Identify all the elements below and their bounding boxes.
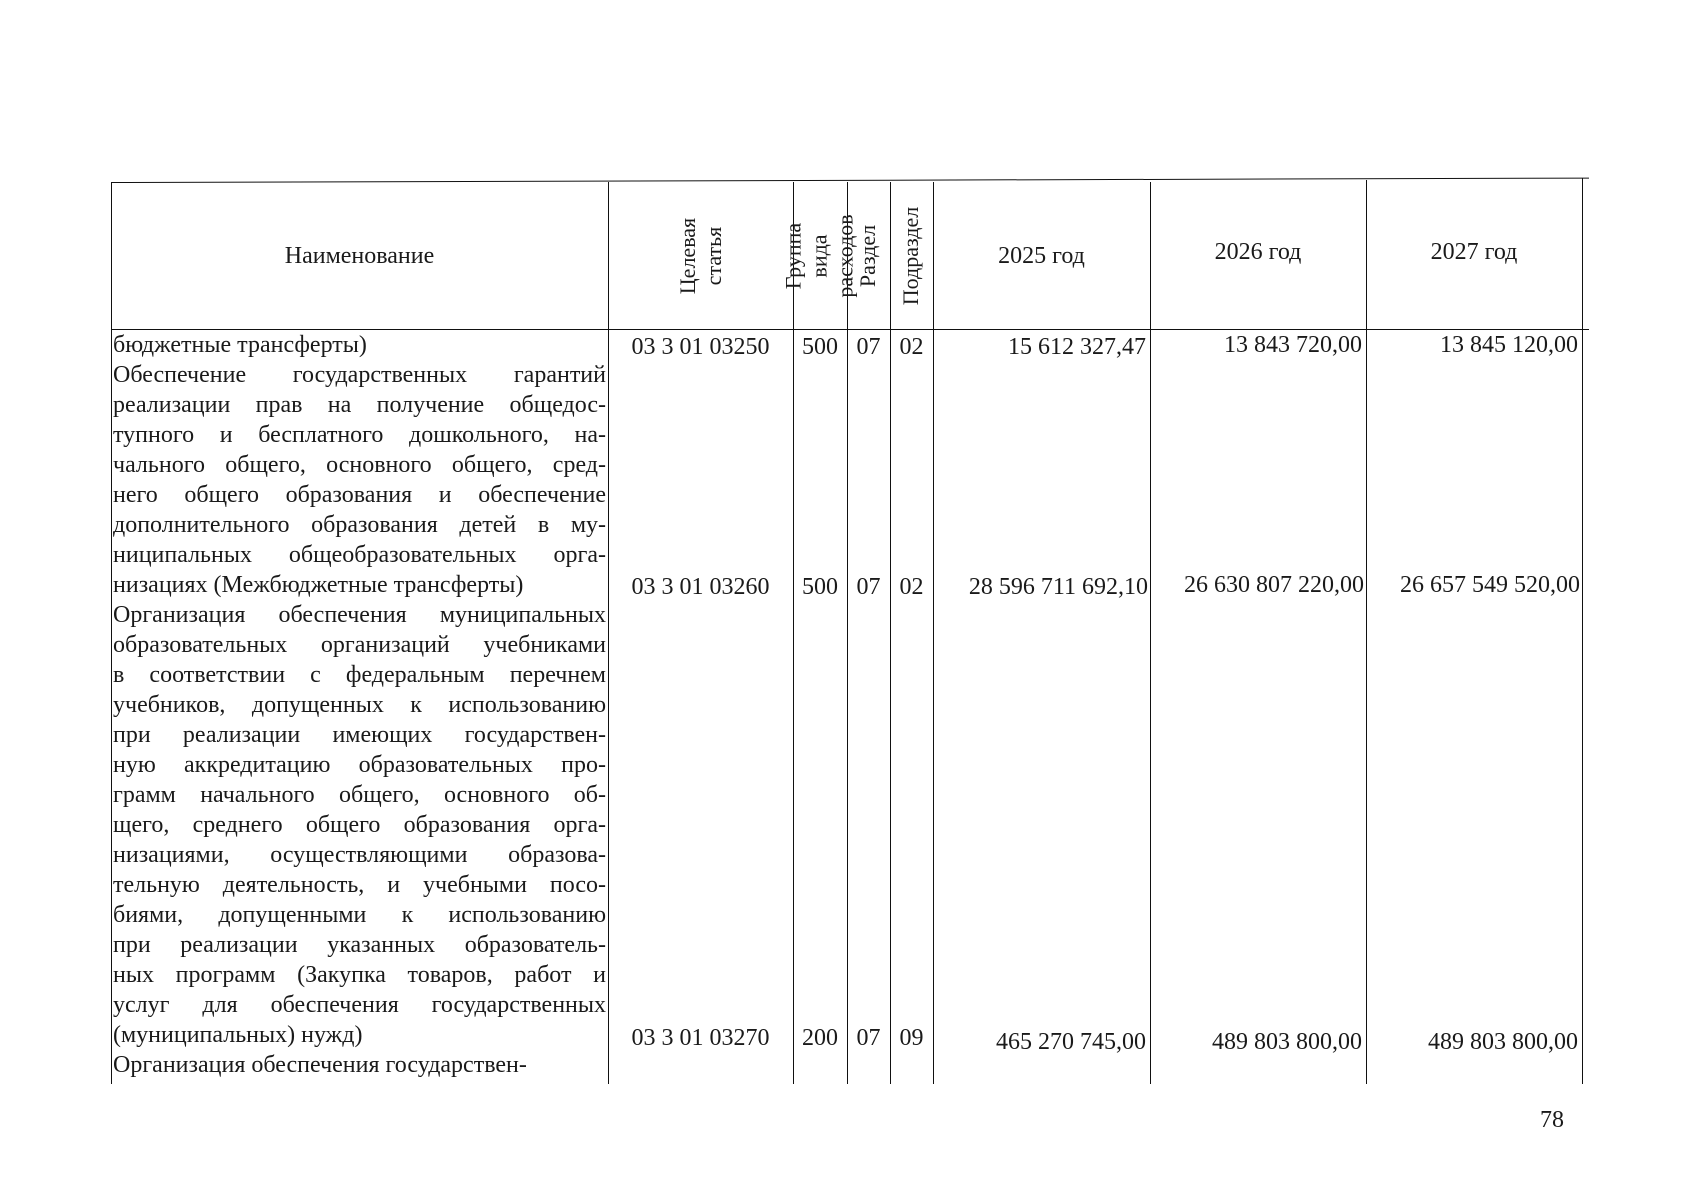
row3-group: 200 xyxy=(802,1025,838,1051)
row2-target: 03 3 01 03260 xyxy=(631,574,770,600)
row3-target: 03 3 01 03270 xyxy=(631,1025,770,1051)
row1-subsection: 02 xyxy=(899,334,924,360)
row3-2025: 465 270 745,00 xyxy=(996,1029,1146,1055)
name-line: Обеспечение государственных гарантий xyxy=(113,362,606,388)
row1-section: 07 xyxy=(856,334,881,360)
header-target-text: Целевая статья xyxy=(674,217,726,294)
name-line: ниципальных общеобразовательных орга- xyxy=(113,542,606,568)
row3-2026: 489 803 800,00 xyxy=(1212,1029,1362,1055)
name-line: чального общего, основного общего, сред- xyxy=(113,452,606,478)
name-line: низациями, осуществляющими образова- xyxy=(113,842,606,868)
name-line: ных программ (Закупка товаров, работ и xyxy=(113,962,606,988)
row2-2025: 28 596 711 692,10 xyxy=(968,574,1148,600)
header-subsection-text: Подраздел xyxy=(898,206,924,305)
page-number: 78 xyxy=(1540,1107,1564,1133)
name-line: щего, среднего общего образования орга- xyxy=(113,812,606,838)
name-line: (муниципальных) нужд) xyxy=(113,1022,363,1048)
header-2026: 2026 год xyxy=(1214,238,1302,265)
row3-2027: 489 803 800,00 xyxy=(1428,1029,1578,1055)
row2-2026: 26 630 807 220,00 xyxy=(1184,572,1364,598)
header-2025: 2025 год xyxy=(998,242,1085,269)
name-line: в соответствии с федеральным перечнем xyxy=(113,662,606,688)
name-line: дополнительного образования детей в му- xyxy=(113,512,606,538)
row1-2026: 13 843 720,00 xyxy=(1224,332,1362,358)
row3-subsection: 09 xyxy=(899,1025,924,1051)
header-expense-group-text: Группа вида расходов xyxy=(781,213,858,298)
row2-2027: 26 657 549 520,00 xyxy=(1400,572,1580,598)
header-2027: 2027 год xyxy=(1430,238,1518,265)
name-line: него общего образования и обеспечение xyxy=(113,482,606,508)
header-expense-group xyxy=(781,182,858,329)
name-line: тельную деятельность, и учебными посо- xyxy=(113,872,606,898)
name-line: Организация обеспечения государствен- xyxy=(113,1052,527,1078)
header-subsection xyxy=(890,182,933,329)
header-section-text: Раздел xyxy=(855,224,881,287)
name-line: низациях (Межбюджетные трансферты) xyxy=(113,572,524,598)
name-line: при реализации указанных образователь- xyxy=(113,932,606,958)
row2-section: 07 xyxy=(856,574,881,600)
row3-section: 07 xyxy=(856,1025,881,1051)
header-target xyxy=(608,182,793,329)
name-line: ную аккредитацию образовательных про- xyxy=(113,752,606,778)
col-border-right xyxy=(1582,178,1583,1084)
name-line: образовательных организаций учебниками xyxy=(113,632,606,658)
name-line: биями, допущенными к использованию xyxy=(113,902,606,928)
row1-target: 03 3 01 03250 xyxy=(631,334,770,360)
name-line: грамм начального общего, основного об- xyxy=(113,782,606,808)
name-line: услуг для обеспечения государственных xyxy=(113,992,606,1018)
header-section xyxy=(847,182,890,329)
row2-group: 500 xyxy=(802,574,838,600)
header-name: Наименование xyxy=(284,242,435,269)
name-line: бюджетные трансферты) xyxy=(113,332,367,358)
row1-group: 500 xyxy=(802,334,838,360)
row2-subsection: 02 xyxy=(899,574,924,600)
row1-2025: 15 612 327,47 xyxy=(1008,334,1146,360)
row1-2027: 13 845 120,00 xyxy=(1440,332,1578,358)
name-line: при реализации имеющих государствен- xyxy=(113,722,606,748)
name-line: Организация обеспечения муниципальных xyxy=(113,602,606,628)
name-line: реализации прав на получение общедос- xyxy=(113,392,606,418)
name-line: тупного и бесплатного дошкольного, на- xyxy=(113,422,606,448)
name-line: учебников, допущенных к использованию xyxy=(113,692,606,718)
